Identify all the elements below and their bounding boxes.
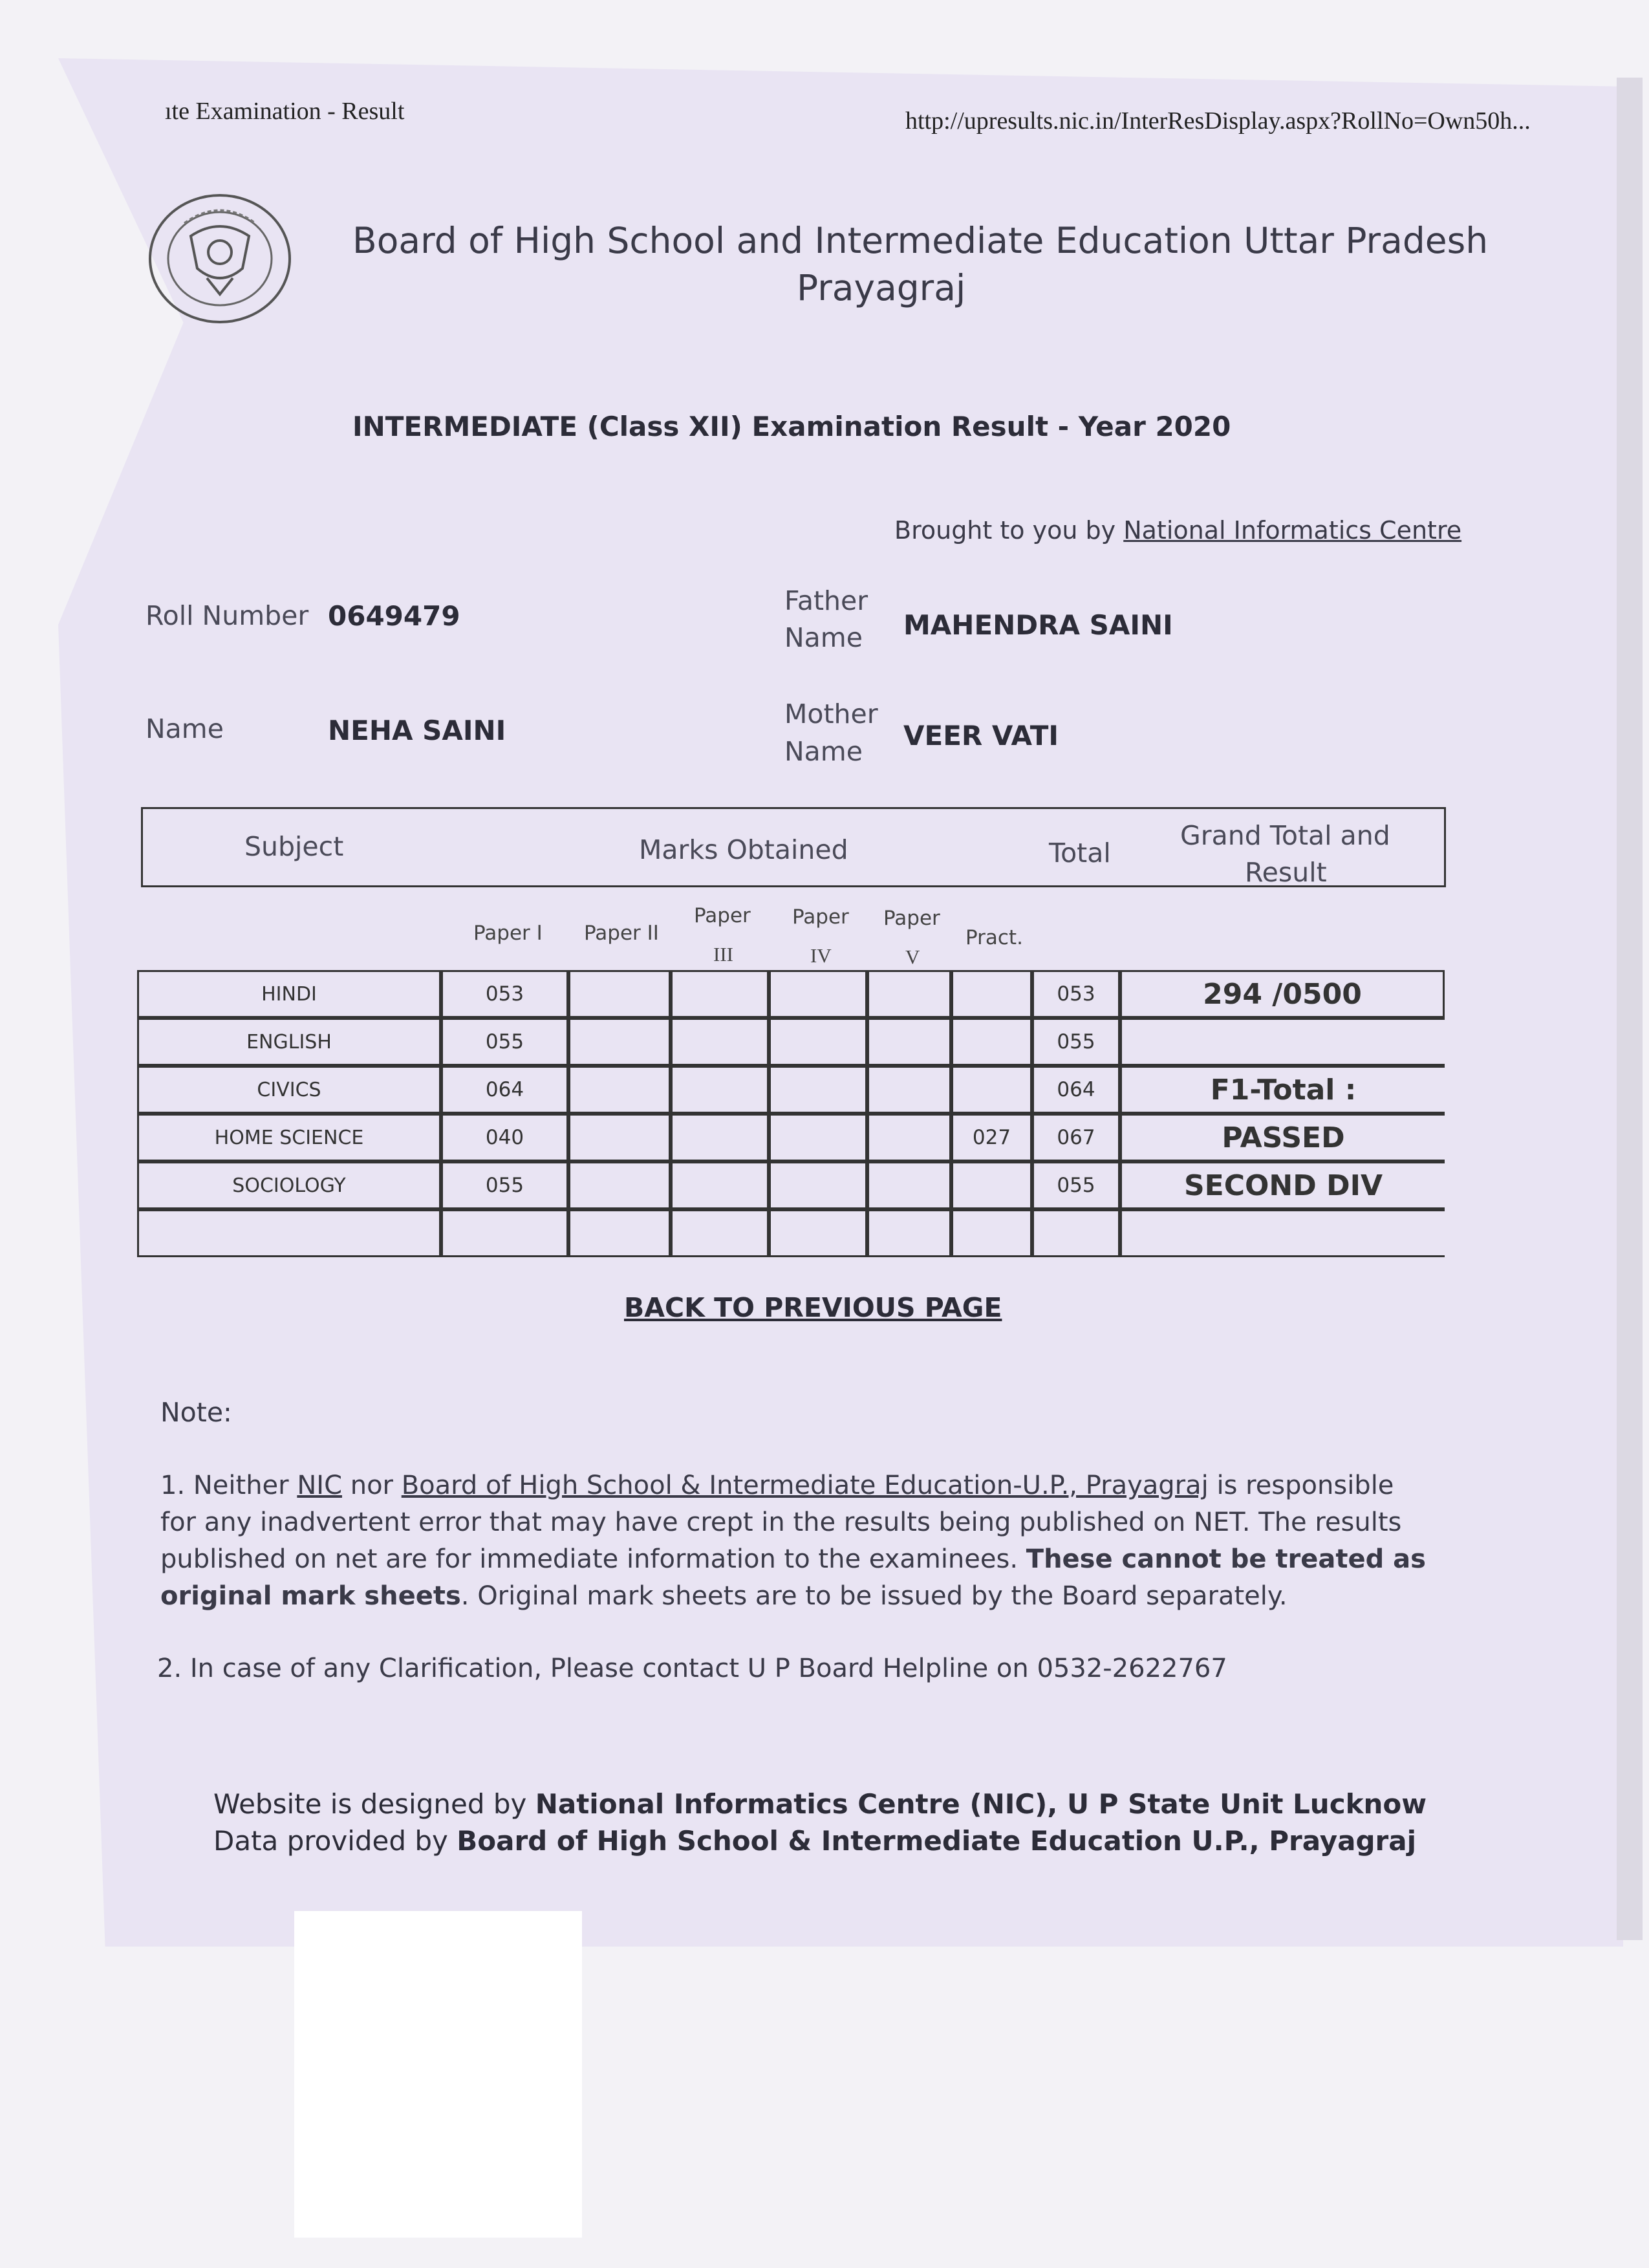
table-cell-total: 055	[1032, 1018, 1120, 1066]
print-header-title: ıte Examination - Result	[165, 98, 405, 125]
mother-name-label-2: Name	[784, 736, 863, 767]
note-1-line-3	[160, 1542, 1426, 1577]
table-cell-subject: HOME SCIENCE	[137, 1114, 441, 1161]
table-cell-p1: 064	[441, 1066, 568, 1114]
table-cell-p3	[671, 970, 769, 1018]
note-1-text-c: is responsible	[1216, 1471, 1394, 1500]
note-1-text-b: nor	[350, 1471, 393, 1500]
board-title: Board of High School and Intermediate Education Uttar Pradesh	[352, 220, 1489, 261]
table-cell-p4	[769, 1161, 867, 1209]
col-paper-5-b: V	[905, 945, 920, 968]
result-empty-cell	[1120, 1018, 1445, 1066]
table-cell-pract	[951, 1161, 1032, 1209]
table-cell-p2	[568, 1209, 671, 1257]
result-grand-total: 294 /0500	[1120, 970, 1445, 1018]
footer-line-2	[213, 1825, 1416, 1857]
table-cell-p4	[769, 1209, 867, 1257]
note-2: 2. In case of any Clarification, Please contact U P Board Helpline on 0532-2622767	[157, 1654, 1227, 1683]
table-cell-subject: CIVICS	[137, 1066, 441, 1114]
table-cell-p3	[671, 1114, 769, 1161]
table-cell-total: 067	[1032, 1114, 1120, 1161]
footer-nic: National Informatics Centre (NIC), U P State Unit Lucknow	[535, 1788, 1427, 1820]
table-cell-pract	[951, 970, 1032, 1018]
mother-name-value: VEER VATI	[903, 720, 1059, 751]
result-division: SECOND DIV	[1120, 1161, 1445, 1209]
note-1-line-3-b: These cannot be treated as	[1026, 1544, 1426, 1574]
exam-title: INTERMEDIATE (Class XII) Examination Result - Year 2020	[352, 411, 1231, 442]
board-city: Prayagraj	[797, 267, 966, 308]
table-cell-total: 055	[1032, 1161, 1120, 1209]
print-header-url: http://upresults.nic.in/InterResDisplay.aspx?RollNo=Own50h...	[905, 107, 1531, 135]
mother-name-label-1: Mother	[784, 698, 878, 729]
col-paper-3-a: Paper	[694, 904, 751, 927]
col-practical: Pract.	[965, 926, 1023, 949]
footer-data-provided-by: Data provided by	[213, 1825, 448, 1857]
table-cell-p1: 053	[441, 970, 568, 1018]
col-marks-obtained: Marks Obtained	[639, 834, 848, 865]
table-cell-subject: SOCIOLOGY	[137, 1161, 441, 1209]
note-1-line-4-a: original mark sheets	[160, 1581, 461, 1611]
footer-line-1	[213, 1788, 1427, 1820]
name-value: NEHA SAINI	[328, 715, 506, 746]
note-1-line-3-a: published on net are for immediate information to the examinees.	[160, 1544, 1018, 1574]
table-cell-p1: 055	[441, 1161, 568, 1209]
table-cell-p2	[568, 1018, 671, 1066]
table-cell-p3	[671, 1209, 769, 1257]
table-cell-p5	[867, 1018, 951, 1066]
table-cell-p5	[867, 1066, 951, 1114]
table-cell-pract	[951, 1018, 1032, 1066]
table-cell-p5	[867, 1161, 951, 1209]
father-name-value: MAHENDRA SAINI	[903, 609, 1173, 641]
page-edge	[1617, 78, 1643, 1940]
table-cell-subject	[137, 1209, 441, 1257]
table-cell-p5	[867, 1114, 951, 1161]
note-1-text-a: 1. Neither	[160, 1471, 289, 1500]
table-cell-pract: 027	[951, 1114, 1032, 1161]
table-cell-p5	[867, 1209, 951, 1257]
note-heading: Note:	[160, 1397, 232, 1428]
note-board-link: Board of High School & Intermediate Education-U.P., Prayagraj	[401, 1471, 1209, 1500]
table-cell-p4	[769, 970, 867, 1018]
nic-link[interactable]: National Informatics Centre	[1123, 516, 1462, 545]
name-label: Name	[146, 713, 224, 744]
col-paper-1: Paper I	[473, 922, 543, 945]
table-cell-p2	[568, 1066, 671, 1114]
table-cell-p3	[671, 1161, 769, 1209]
table-cell-p2	[568, 1114, 671, 1161]
col-paper-3-b: III	[713, 943, 733, 966]
table-cell-total: 064	[1032, 1066, 1120, 1114]
table-cell-pract	[951, 1209, 1032, 1257]
note-1-line-4	[160, 1579, 1288, 1614]
note-nic-link: NIC	[297, 1471, 342, 1500]
back-to-previous-page-link[interactable]: BACK TO PREVIOUS PAGE	[624, 1292, 1002, 1323]
result-status: PASSED	[1120, 1114, 1445, 1161]
table-cell-p5	[867, 970, 951, 1018]
father-name-label-1: Father	[784, 585, 868, 616]
table-cell-p4	[769, 1114, 867, 1161]
redacted-area	[294, 1911, 582, 2238]
col-grand-total-2: Result	[1245, 857, 1327, 888]
credit-line	[894, 516, 1461, 545]
col-paper-4-b: IV	[810, 944, 832, 967]
col-paper-2: Paper II	[584, 922, 659, 945]
table-cell-p3	[671, 1018, 769, 1066]
note-1-line-4-b: . Original mark sheets are to be issued by the Board separately.	[460, 1581, 1288, 1611]
table-cell-p3	[671, 1066, 769, 1114]
col-total: Total	[1049, 837, 1111, 869]
roll-number-value: 0649479	[328, 600, 460, 632]
table-cell-total	[1032, 1209, 1120, 1257]
result-f1: F1-Total :	[1120, 1066, 1445, 1114]
roll-number-label: Roll Number	[146, 600, 309, 631]
note-1-line-1	[160, 1468, 1394, 1504]
footer-designed-by: Website is designed by	[213, 1788, 527, 1820]
table-cell-p4	[769, 1066, 867, 1114]
table-cell-subject: ENGLISH	[137, 1018, 441, 1066]
board-logo-icon	[146, 191, 294, 327]
col-paper-5-a: Paper	[883, 907, 940, 930]
table-cell-p4	[769, 1018, 867, 1066]
table-cell-p1: 040	[441, 1114, 568, 1161]
credit-prefix: Brought to you by	[894, 516, 1116, 545]
table-cell-p2	[568, 970, 671, 1018]
table-cell-pract	[951, 1066, 1032, 1114]
table-cell-subject: HINDI	[137, 970, 441, 1018]
col-paper-4-a: Paper	[792, 905, 849, 929]
result-empty-cell	[1120, 1209, 1445, 1257]
table-cell-p1: 055	[441, 1018, 568, 1066]
father-name-label-2: Name	[784, 622, 863, 653]
col-grand-total-1: Grand Total and	[1180, 820, 1390, 851]
note-1-line-2: for any inadvertent error that may have crept in the results being published on NET. The results	[160, 1507, 1402, 1537]
table-cell-p1	[441, 1209, 568, 1257]
table-cell-total: 053	[1032, 970, 1120, 1018]
footer-board: Board of High School & Intermediate Education U.P., Prayagraj	[457, 1825, 1416, 1857]
table-cell-p2	[568, 1161, 671, 1209]
col-subject: Subject	[244, 831, 344, 862]
